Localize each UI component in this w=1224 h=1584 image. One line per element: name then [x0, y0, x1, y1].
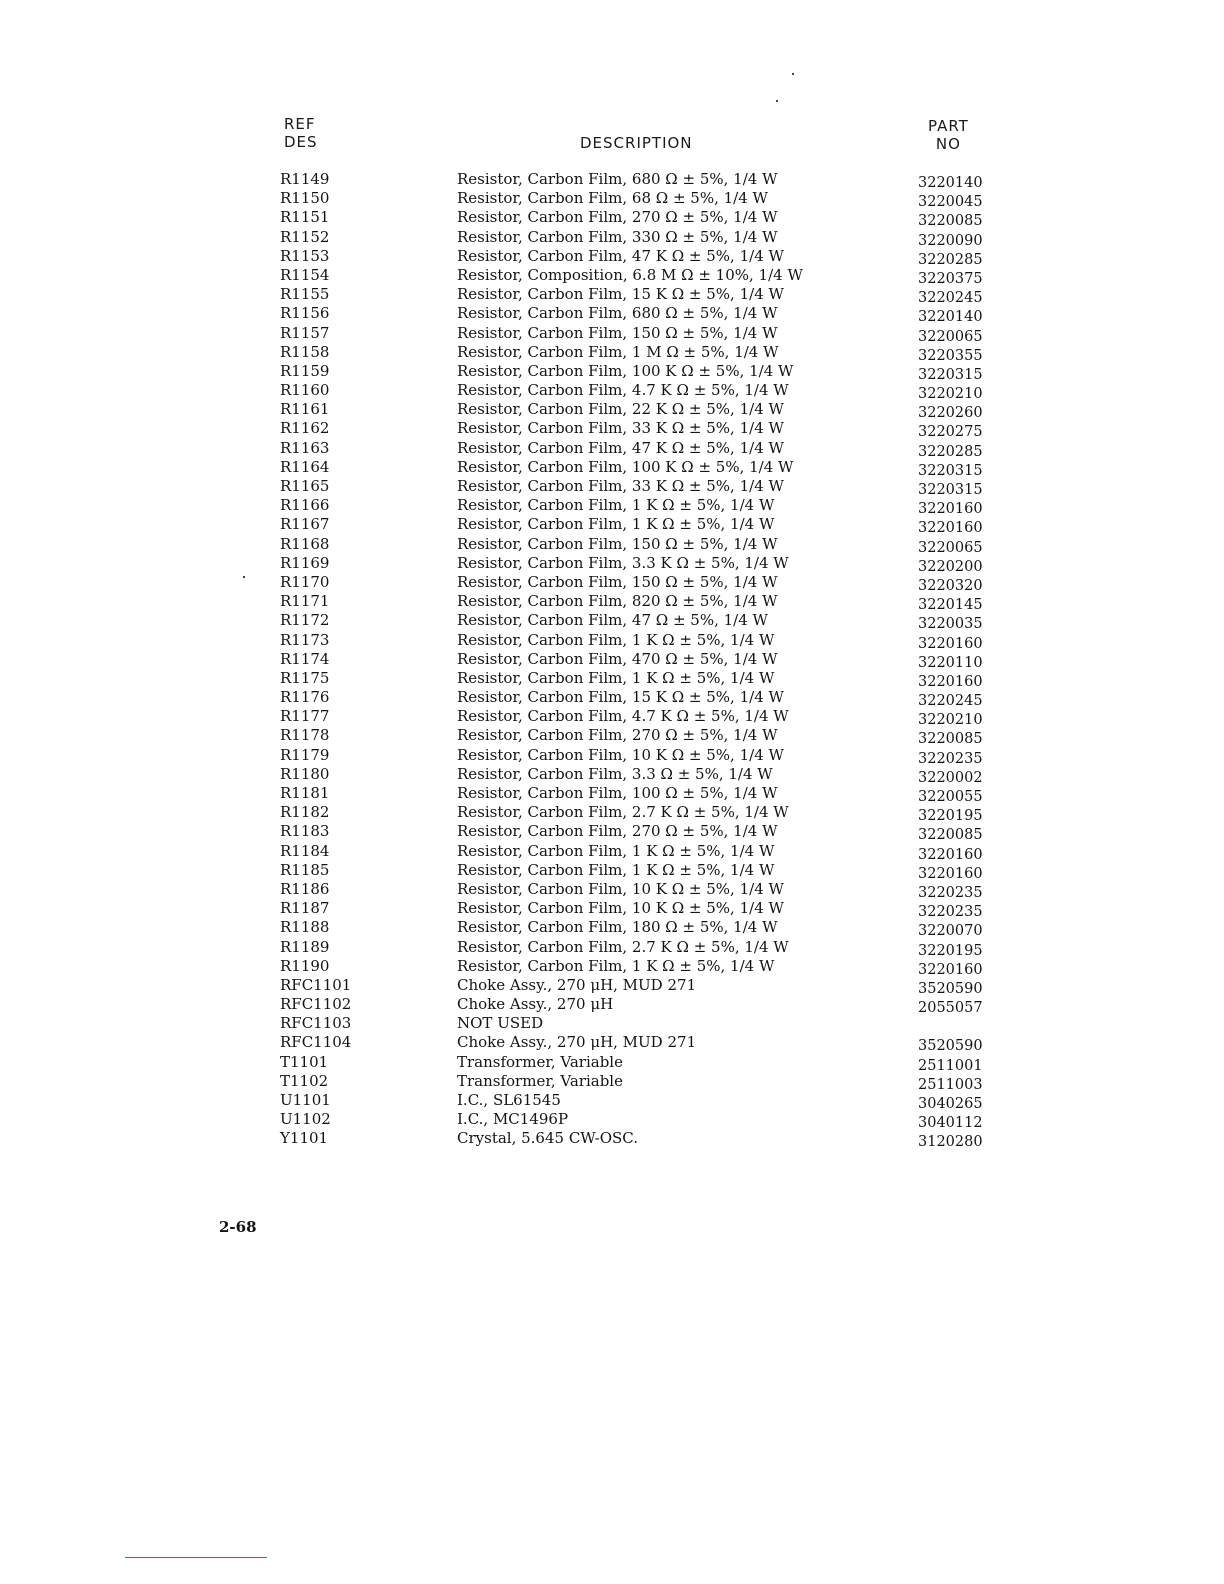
description-cell: Resistor, Carbon Film, 15 K Ω ± 5%, 1/4 W: [457, 285, 784, 304]
ref-des-cell: RFC1103: [280, 1014, 352, 1033]
table-row: [0, 400, 1224, 422]
table-row: [0, 419, 1224, 441]
table-row: [0, 669, 1224, 688]
ref-des-cell: R1181: [280, 784, 330, 802]
table-row: [0, 458, 1224, 477]
table-row: [0, 554, 1224, 573]
table-row: [0, 247, 1224, 266]
ref-des-cell: R1155: [280, 285, 330, 304]
scan-speck: [243, 576, 245, 578]
description-cell: Resistor, Carbon Film, 150 Ω ± 5%, 1/4 W: [457, 323, 778, 342]
description-cell: Resistor, Carbon Film, 150 Ω ± 5%, 1/4 W: [457, 572, 778, 591]
description-cell: Resistor, Carbon Film, 1 M Ω ± 5%, 1/4 W: [457, 342, 779, 361]
part-header-line2: NO: [935, 135, 961, 153]
description-cell: Resistor, Carbon Film, 1 K Ω ± 5%, 1/4 W: [457, 496, 775, 515]
description-cell: Resistor, Carbon Film, 100 Ω ± 5%, 1/4 W: [457, 784, 778, 802]
ref-des-cell: T1102: [280, 1071, 329, 1090]
part-no-cell: 3220160: [918, 520, 983, 537]
table-row: [0, 285, 1224, 307]
part-no-cell: 3220070: [918, 923, 983, 940]
ref-des-cell: R1166: [280, 496, 330, 515]
part-no-cell: 3220055: [918, 789, 983, 805]
ref-des-cell: U1102: [280, 1110, 331, 1129]
part-no-cell: 3220210: [918, 386, 983, 403]
description-cell: Transformer, Variable: [457, 1071, 623, 1090]
ref-des-cell: R1173: [280, 630, 330, 649]
table-row: [0, 324, 1224, 343]
description-cell: Resistor, Carbon Film, 10 K Ω ± 5%, 1/4 W: [457, 745, 784, 764]
description-cell: Resistor, Carbon Film, 1 K Ω ± 5%, 1/4 W: [457, 515, 775, 534]
ref-des-cell: T1101: [280, 1052, 329, 1071]
table-row: [0, 477, 1224, 496]
table-row: [0, 266, 1224, 285]
description-cell: Resistor, Carbon Film, 33 K Ω ± 5%, 1/4 W: [457, 419, 784, 438]
description-cell: Resistor, Carbon Film, 270 Ω ± 5%, 1/4 W: [457, 726, 778, 745]
table-row: [0, 899, 1224, 921]
description-cell: Resistor, Carbon Film, 15 K Ω ± 5%, 1/4 W: [457, 688, 784, 707]
description-cell: NOT USED: [457, 1014, 544, 1033]
part-no-cell: 3220110: [918, 654, 983, 671]
ref-des-cell: R1167: [280, 515, 330, 534]
description-cell: Resistor, Carbon Film, 47 Ω ± 5%, 1/4 W: [457, 611, 768, 630]
footer-rule: [125, 1557, 267, 1558]
table-row: [0, 228, 1224, 247]
part-no-cell: 3220235: [918, 884, 983, 901]
part-no-cell: 2055057: [918, 1000, 983, 1017]
part-no-cell: 3220245: [918, 693, 983, 710]
ref-des-cell: R1162: [280, 419, 330, 438]
part-no-cell: 2511003: [918, 1076, 983, 1093]
table-row: [0, 822, 1224, 844]
table-row: [0, 1072, 1224, 1091]
description-cell: Resistor, Carbon Film, 820 Ω ± 5%, 1/4 W: [457, 592, 778, 611]
table-row: [0, 631, 1224, 650]
ref-des-cell: R1185: [280, 860, 330, 879]
part-no-cell: 3220315: [918, 366, 983, 383]
part-no-cell: 3220235: [918, 904, 983, 921]
ref-des-cell: R1182: [280, 803, 330, 822]
part-no-cell: 3220140: [918, 175, 983, 191]
table-row: [0, 611, 1224, 633]
description-cell: Resistor, Carbon Film, 2.7 K Ω ± 5%, 1/4 W: [457, 937, 789, 956]
table-row: [0, 707, 1224, 729]
table-row: [0, 803, 1224, 825]
table-row: [0, 880, 1224, 899]
table-row: [0, 861, 1224, 880]
part-no-cell: 3220085: [918, 827, 983, 844]
ref-des-cell: R1150: [280, 189, 330, 208]
description-cell: Choke Assy., 270 μH: [457, 995, 614, 1014]
ref-des-cell: R1178: [280, 726, 330, 745]
ref-des-cell: RFC1102: [280, 995, 352, 1014]
part-no-cell: 3040112: [918, 1115, 983, 1132]
description-cell: Resistor, Carbon Film, 4.7 K Ω ± 5%, 1/4 W: [457, 381, 789, 400]
ref-des-cell: R1165: [280, 477, 330, 495]
table-row: [0, 189, 1224, 211]
part-no-cell: 3220200: [918, 558, 983, 575]
description-cell: Resistor, Carbon Film, 100 K Ω ± 5%, 1/4 W: [457, 361, 794, 380]
ref-des-cell: R1189: [280, 937, 330, 956]
part-no-cell: 3120280: [918, 1134, 983, 1151]
description-cell: Resistor, Carbon Film, 470 Ω ± 5%, 1/4 W: [457, 649, 778, 668]
ref-des-cell: R1160: [280, 381, 330, 400]
table-row: [0, 688, 1224, 710]
ref-des-cell: R1171: [280, 592, 330, 611]
ref-des-cell: R1184: [280, 841, 330, 860]
table-row: [0, 938, 1224, 957]
description-cell: Resistor, Carbon Film, 47 K Ω ± 5%, 1/4 W: [457, 246, 784, 265]
table-row: [0, 1014, 1224, 1033]
description-cell: Resistor, Carbon Film, 2.7 K Ω ± 5%, 1/4 W: [457, 803, 789, 822]
part-no-cell: 3220065: [918, 328, 983, 345]
table-row: [0, 381, 1224, 403]
part-no-cell: 3220260: [918, 405, 983, 422]
ref-des-cell: R1177: [280, 707, 330, 726]
part-no-cell: 3220140: [918, 309, 983, 326]
table-row: [0, 995, 1224, 1017]
ref-des-cell: R1154: [280, 265, 330, 284]
part-no-cell: 2511001: [918, 1057, 983, 1074]
part-no-cell: 3220285: [918, 251, 983, 268]
scan-speck: [792, 73, 794, 75]
ref-des-cell: RFC1101: [280, 975, 352, 994]
part-no-cell: 3220090: [918, 232, 983, 249]
table-row: [0, 650, 1224, 669]
description-cell: Choke Assy., 270 μH, MUD 271: [457, 975, 697, 994]
ref-des-cell: R1157: [280, 323, 330, 342]
description-cell: Resistor, Carbon Film, 1 K Ω ± 5%, 1/4 W: [457, 860, 775, 879]
description-cell: Crystal, 5.645 CW-OSC.: [457, 1129, 638, 1148]
table-row: [0, 439, 1224, 458]
part-no-cell: 3220160: [918, 501, 983, 518]
ref-des-cell: U1101: [280, 1091, 331, 1109]
table-row: [0, 842, 1224, 861]
table-row: [0, 592, 1224, 614]
part-no-cell: 3220195: [918, 808, 983, 825]
description-cell: Resistor, Carbon Film, 100 K Ω ± 5%, 1/4 W: [457, 457, 794, 476]
part-no-cell: 3220085: [918, 213, 983, 230]
part-no-cell: 3520590: [918, 980, 983, 997]
table-row: [0, 496, 1224, 518]
description-cell: Resistor, Carbon Film, 1 K Ω ± 5%, 1/4 W: [457, 956, 775, 975]
part-no-cell: 3220375: [918, 270, 983, 287]
ref-des-cell: R1175: [280, 668, 330, 687]
table-row: [0, 170, 1224, 189]
description-cell: I.C., MC1496P: [457, 1110, 569, 1129]
description-cell: I.C., SL61545: [457, 1091, 561, 1109]
table-row: [0, 1033, 1224, 1055]
part-no-cell: 3520590: [918, 1038, 983, 1055]
table-row: [0, 726, 1224, 748]
ref-des-cell: R1159: [280, 361, 330, 380]
ref-des-cell: R1188: [280, 918, 330, 937]
description-cell: Resistor, Carbon Film, 68 Ω ± 5%, 1/4 W: [457, 189, 768, 208]
part-no-cell: 3220245: [918, 290, 983, 307]
ref-des-cell: Y1101: [280, 1129, 329, 1148]
description-cell: Resistor, Carbon Film, 10 K Ω ± 5%, 1/4 W: [457, 879, 784, 898]
description-cell: Resistor, Carbon Film, 330 Ω ± 5%, 1/4 W: [457, 227, 778, 246]
description-cell: Resistor, Carbon Film, 270 Ω ± 5%, 1/4 W: [457, 822, 778, 841]
table-row: [0, 918, 1224, 940]
ref-des-cell: R1158: [280, 342, 330, 361]
part-no-cell: 3220145: [918, 597, 983, 614]
description-cell: Resistor, Carbon Film, 680 Ω ± 5%, 1/4 W: [457, 304, 778, 323]
ref-des-cell: R1190: [280, 956, 330, 975]
description-cell: Resistor, Composition, 6.8 M Ω ± 10%, 1/4 W: [457, 265, 803, 284]
description-cell: Resistor, Carbon Film, 10 K Ω ± 5%, 1/4 W: [457, 899, 784, 918]
description-cell: Resistor, Carbon Film, 4.7 K Ω ± 5%, 1/4 W: [457, 707, 789, 726]
description-cell: Resistor, Carbon Film, 22 K Ω ± 5%, 1/4 W: [457, 400, 784, 419]
description-cell: Resistor, Carbon Film, 270 Ω ± 5%, 1/4 W: [457, 208, 778, 227]
table-row: [0, 765, 1224, 784]
description-cell: Resistor, Carbon Film, 3.3 K Ω ± 5%, 1/4 W: [457, 553, 789, 572]
description-cell: Resistor, Carbon Film, 3.3 Ω ± 5%, 1/4 W: [457, 764, 773, 783]
ref-des-cell: R1161: [280, 400, 330, 419]
part-no-cell: 3220320: [918, 577, 983, 594]
ref-des-cell: R1169: [280, 553, 330, 572]
description-cell: Resistor, Carbon Film, 33 K Ω ± 5%, 1/4 W: [457, 477, 784, 495]
part-no-cell: 3220210: [918, 712, 983, 729]
part-no-cell: 3220002: [918, 769, 983, 786]
table-row: [0, 976, 1224, 995]
part-no-cell: 3040265: [918, 1096, 983, 1112]
part-no-cell: 3220085: [918, 731, 983, 748]
part-no-cell: 3220160: [918, 635, 983, 652]
table-row: [0, 304, 1224, 326]
ref-des-cell: R1179: [280, 745, 330, 764]
description-cell: Resistor, Carbon Film, 150 Ω ± 5%, 1/4 W: [457, 534, 778, 553]
parts-list: [0, 170, 1224, 1149]
description-cell: Resistor, Carbon Film, 1 K Ω ± 5%, 1/4 W: [457, 630, 775, 649]
ref-des-cell: R1149: [280, 170, 330, 188]
part-no-cell: 3220160: [918, 865, 983, 882]
table-row: [0, 746, 1224, 765]
part-no-cell: 3220235: [918, 750, 983, 767]
part-no-cell: 3220160: [918, 961, 983, 978]
ref-des-cell: R1151: [280, 208, 330, 227]
table-row: [0, 1053, 1224, 1072]
description-cell: Transformer, Variable: [457, 1052, 623, 1071]
ref-des-cell: R1180: [280, 764, 330, 783]
table-row: [0, 362, 1224, 381]
description-header: DESCRIPTION: [580, 134, 693, 152]
ref-des-cell: R1164: [280, 457, 330, 476]
ref-des-cell: R1172: [280, 611, 330, 630]
ref-des-cell: R1187: [280, 899, 330, 918]
table-row: [0, 1129, 1224, 1151]
part-no-cell: 3220065: [918, 539, 983, 556]
page-number: 2-68: [219, 1218, 257, 1236]
ref-des-cell: RFC1104: [280, 1033, 352, 1052]
ref-des-cell: R1183: [280, 822, 330, 841]
part-no-cell: 3220195: [918, 942, 983, 959]
ref-des-cell: R1163: [280, 438, 330, 457]
table-row: [0, 343, 1224, 362]
ref-des-cell: R1168: [280, 534, 330, 553]
part-no-cell: 3220355: [918, 347, 983, 364]
ref-des-cell: R1174: [280, 649, 330, 668]
table-row: [0, 208, 1224, 230]
ref-des-cell: R1170: [280, 572, 330, 591]
part-no-cell: 3220035: [918, 616, 983, 633]
ref-header-line1: REF: [284, 115, 316, 133]
part-header-line1: PART: [928, 117, 969, 135]
ref-des-cell: R1186: [280, 879, 330, 898]
description-cell: Resistor, Carbon Film, 1 K Ω ± 5%, 1/4 W: [457, 841, 775, 860]
ref-des-cell: R1156: [280, 304, 330, 323]
description-cell: Resistor, Carbon Film, 1 K Ω ± 5%, 1/4 W: [457, 668, 775, 687]
table-row: [0, 784, 1224, 803]
scan-speck: [776, 100, 778, 102]
ref-des-header: [284, 115, 318, 151]
part-no-cell: 3220285: [918, 443, 983, 460]
part-no-header: [928, 117, 969, 153]
table-row: [0, 515, 1224, 537]
description-cell: Resistor, Carbon Film, 180 Ω ± 5%, 1/4 W: [457, 918, 778, 937]
table-row: [0, 957, 1224, 976]
description-cell: Resistor, Carbon Film, 680 Ω ± 5%, 1/4 W: [457, 170, 778, 188]
part-no-cell: 3220315: [918, 482, 983, 498]
part-no-cell: 3220315: [918, 462, 983, 479]
ref-des-cell: R1152: [280, 227, 330, 246]
part-no-cell: 3220160: [918, 673, 983, 690]
table-row: [0, 535, 1224, 554]
ref-des-cell: R1176: [280, 688, 330, 707]
table-row: [0, 1110, 1224, 1132]
table-row: [0, 1091, 1224, 1110]
table-row: [0, 573, 1224, 592]
part-no-cell: 3220275: [918, 424, 983, 441]
description-cell: Choke Assy., 270 μH, MUD 271: [457, 1033, 697, 1052]
part-no-cell: 3220045: [918, 194, 983, 211]
ref-header-line2: DES: [284, 133, 318, 151]
part-no-cell: 3220160: [918, 846, 983, 863]
ref-des-cell: R1153: [280, 246, 330, 265]
description-cell: Resistor, Carbon Film, 47 K Ω ± 5%, 1/4 W: [457, 438, 784, 457]
